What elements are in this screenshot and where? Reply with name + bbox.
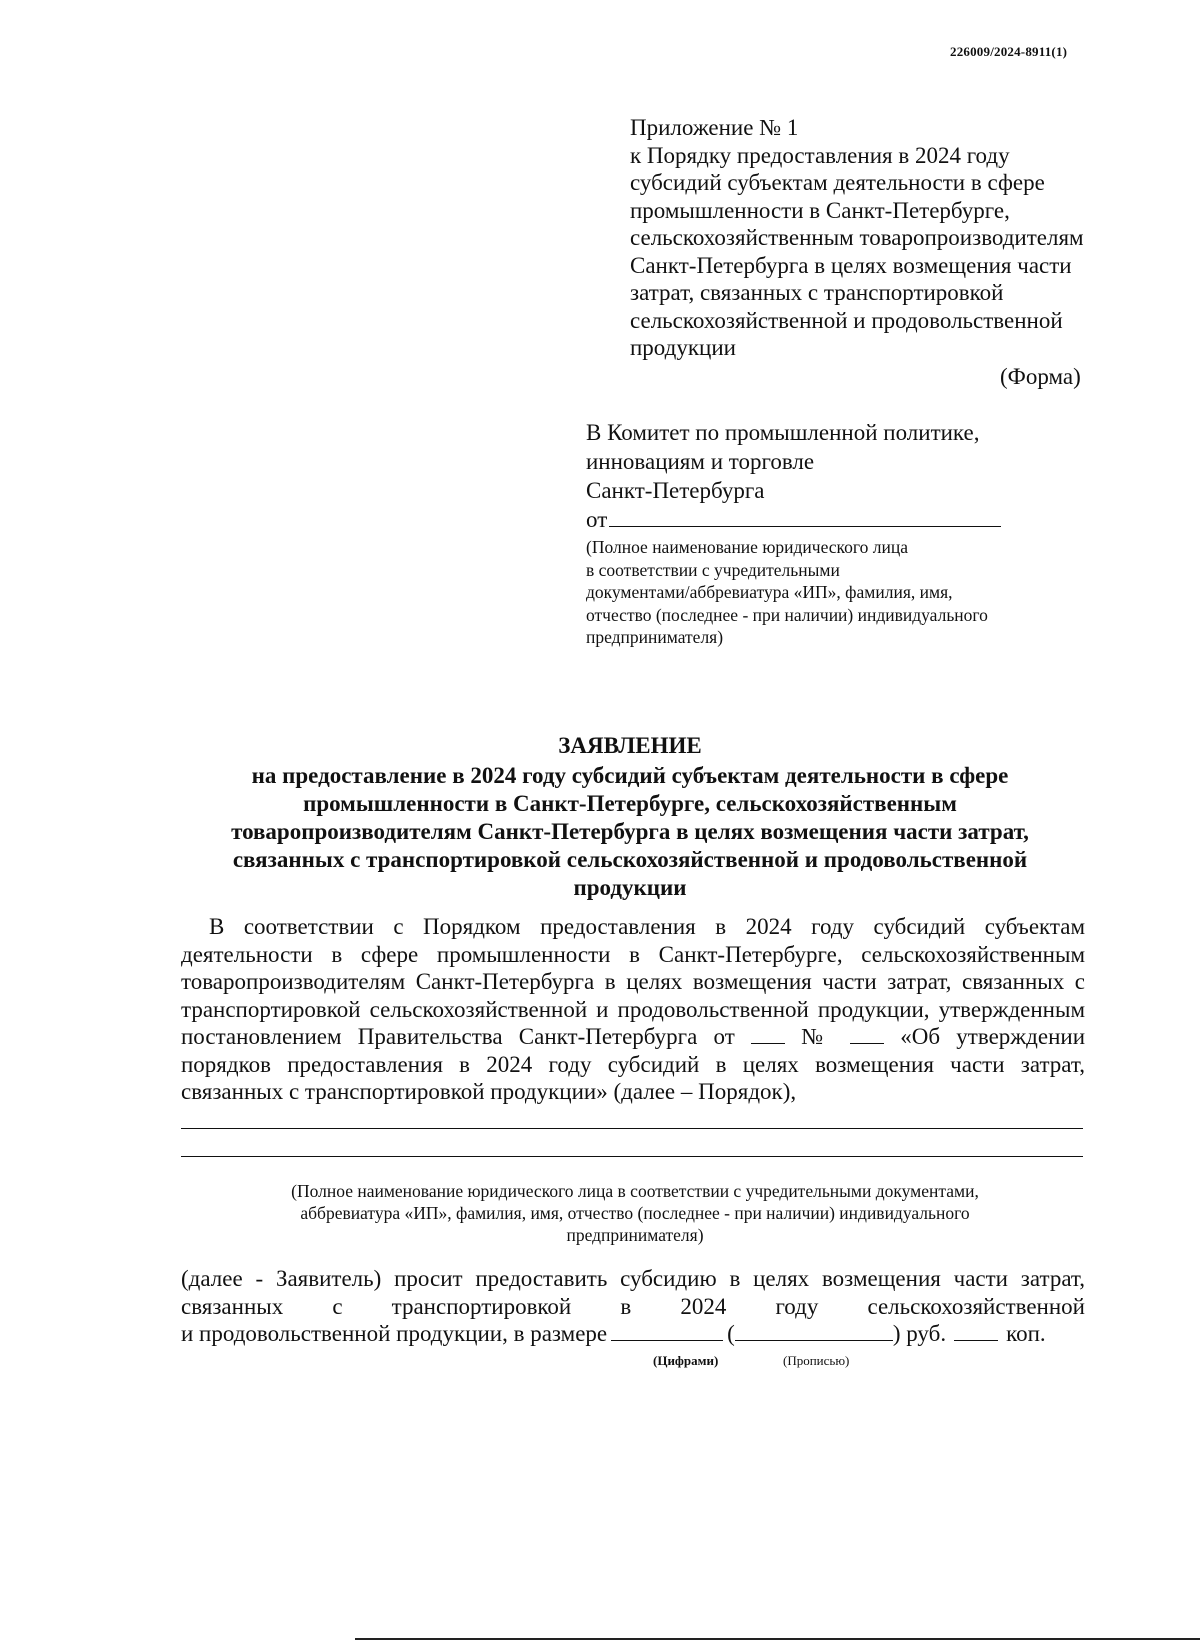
request-line: (далее - Заявитель) просит предоставить субсидию в целях возмещения части затрат, xyxy=(181,1266,1085,1291)
addressee-note xyxy=(586,536,1056,649)
body-text: «Об утверждении порядков предоставления в 2024 году субсидий в целях возмещения части затрат, связанных с транспортировкой продукции» (далее – Порядок), xyxy=(181,1024,1086,1104)
body-text: В соответствии с Порядком предоставления в 2024 году субсидий субъектам деятельности в сфере промышленности в Санкт-Петербурге, сельскохозяйственным товаропроизводителям Санкт-Петербурга в целях возмещения части затрат, связанных с транспортировкой сельскохозяйственной и продовольственной продукции, утвержденным постановлением Правительства Санкт-Петербурга от xyxy=(181,914,1085,1049)
kop-label: коп. xyxy=(1006,1321,1046,1346)
number-sign: № xyxy=(801,1024,834,1049)
appendix-line: Санкт-Петербурга в целях возмещения части xyxy=(630,252,1072,278)
request-paragraph xyxy=(181,1265,1085,1368)
applicant-name-note xyxy=(200,1180,1070,1246)
appendix-line: сельскохозяйственным товаропроизводителям xyxy=(630,225,1084,250)
note-line: (Полное наименование юридического лица xyxy=(586,537,909,557)
note-line: в соответствии с учредительными xyxy=(586,559,840,580)
rub-label: ) руб. xyxy=(892,1321,947,1346)
subtitle-line: продукции xyxy=(573,875,687,900)
paren-open: ( xyxy=(727,1321,735,1346)
decree-number-field[interactable] xyxy=(850,1025,884,1044)
amount-row xyxy=(181,1320,1085,1368)
document-number: 226009/2024-8911(1) xyxy=(950,44,1068,59)
document-title: ЗАЯВЛЕНИЕ xyxy=(558,733,702,758)
addressee-line: инновациям и торговле xyxy=(586,449,815,474)
appendix-line: продукции xyxy=(630,335,736,360)
words-hint: (Прописью) xyxy=(783,1353,850,1368)
applicant-name-line-2[interactable] xyxy=(181,1156,1083,1157)
subtitle-line: промышленности в Санкт-Петербурге, сельскохозяйственным xyxy=(303,791,957,816)
note-line: (Полное наименование юридического лица в соответствии с учредительными документами, xyxy=(291,1181,979,1201)
note-line: отчество (последнее - при наличии) индивидуального xyxy=(586,604,988,625)
note-line: предпринимателя) xyxy=(566,1225,704,1245)
applicant-name-line-1[interactable] xyxy=(181,1128,1083,1129)
subtitle-line: товаропроизводителям Санкт-Петербурга в целях возмещения части затрат, xyxy=(231,819,1029,844)
appendix-line: Приложение № 1 xyxy=(630,115,799,140)
page-bottom-rule xyxy=(355,1638,1200,1640)
request-line: связанных с транспортировкой в 2024 году сельскохозяйственной xyxy=(181,1293,1085,1319)
appendix-line: сельскохозяйственной и продовольственной xyxy=(630,307,1063,333)
addressee-line: Санкт-Петербурга xyxy=(586,478,765,503)
addressee-block xyxy=(586,418,1146,649)
subtitle-line: связанных с транспортировкой сельскохозяйственной и продовольственной xyxy=(232,847,1028,872)
note-line: предпринимателя) xyxy=(586,627,724,647)
applicant-name-field[interactable] xyxy=(609,506,1001,527)
body-paragraph xyxy=(181,913,1085,1106)
addressee-line: В Комитет по промышленной политике, xyxy=(586,420,980,445)
appendix-block xyxy=(630,114,1150,362)
kop-field[interactable] xyxy=(954,1322,998,1341)
appendix-line: к Порядку предоставления в 2024 году xyxy=(630,142,1010,168)
amount-digits-field[interactable] xyxy=(611,1322,723,1341)
digits-hint: (Цифрами) xyxy=(653,1353,719,1368)
appendix-line: промышленности в Санкт-Петербурге, xyxy=(630,197,1010,223)
appendix-line: субсидий субъектам деятельности в сфере xyxy=(630,170,1045,195)
request-line: и продовольственной продукции, в размере xyxy=(181,1321,608,1346)
subtitle-line: на предоставление в 2024 году субсидий субъектам деятельности в сфере xyxy=(251,763,1009,788)
from-label: от xyxy=(586,507,608,532)
appendix-line: затрат, связанных с транспортировкой xyxy=(630,280,1004,305)
form-label: (Форма) xyxy=(1000,364,1081,389)
amount-words-field[interactable] xyxy=(735,1322,893,1341)
note-line: документами/аббревиатура «ИП», фамилия, имя, xyxy=(586,582,953,602)
document-subtitle xyxy=(200,762,1060,902)
from-row xyxy=(586,505,1146,534)
note-line: аббревиатура «ИП», фамилия, имя, отчество (последнее - при наличии) индивидуального xyxy=(300,1203,970,1223)
date-field[interactable] xyxy=(751,1025,785,1044)
